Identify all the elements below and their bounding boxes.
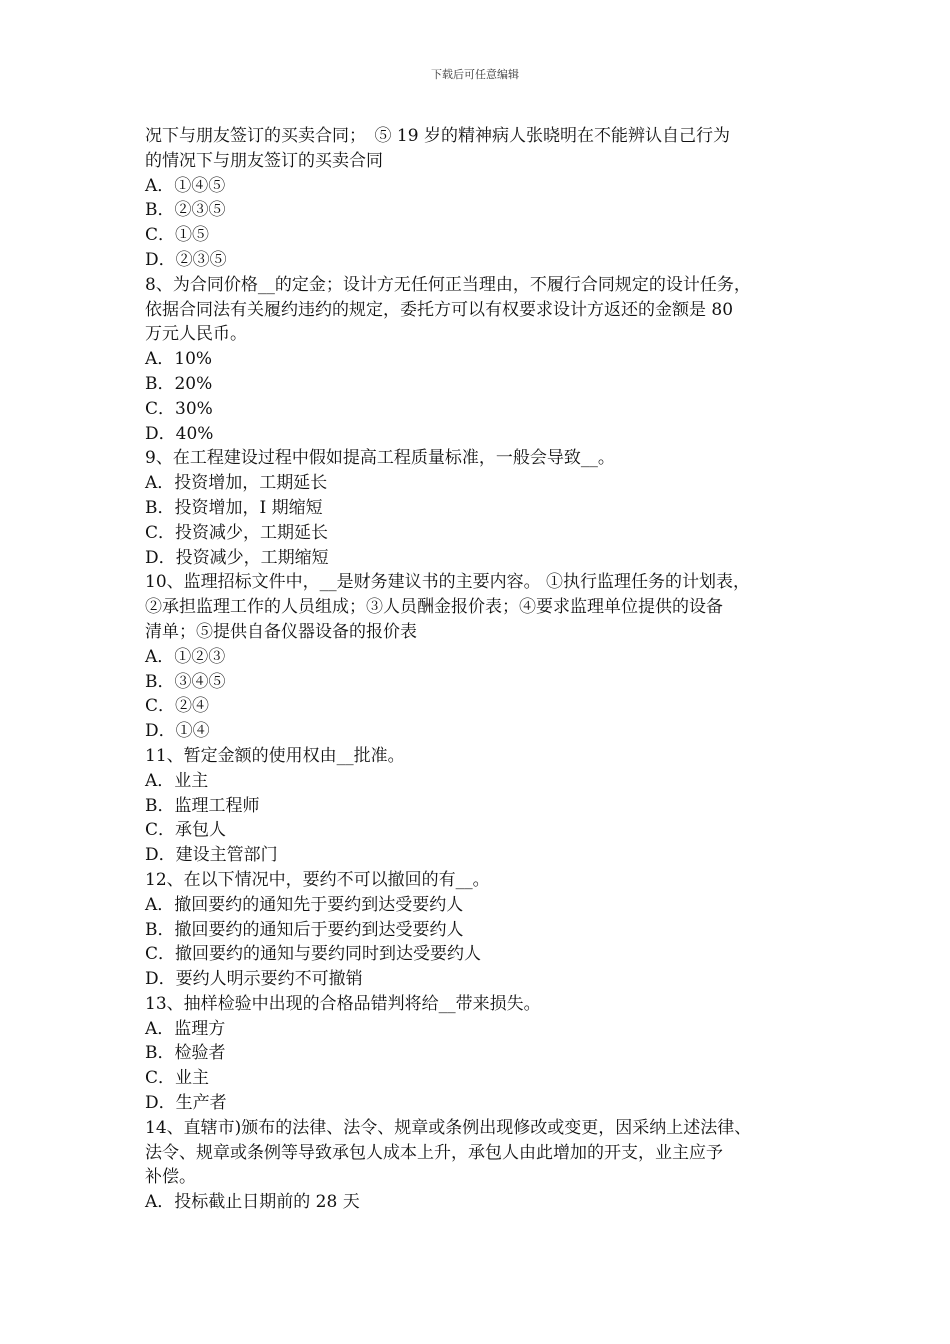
text-line: 10、监理招标文件中，__是财务建议书的主要内容。 ①执行监理任务的计划表， [145,572,751,593]
text-line: 法令、规章或条例等导致承包人成本上升，承包人由此增加的开支，业主应予 [145,1142,723,1163]
text-line: A．10% [145,349,213,370]
text-line: A．①②③ [145,646,226,667]
text-line: D．②③⑤ [145,249,227,270]
text-line: A．投标截止日期前的 28 天 [145,1192,360,1213]
text-line: C．撤回要约的通知与要约同时到达受要约人 [145,944,482,965]
text-line: B．③④⑤ [145,671,226,692]
text-line: B．②③⑤ [145,200,226,221]
text-line: D．①④ [145,721,210,742]
text-line: D．生产者 [145,1093,227,1114]
text-line: D．投资减少，工期缩短 [145,547,329,568]
text-line: B．撤回要约的通知后于要约到达受要约人 [145,919,464,940]
text-line: D．40% [145,423,214,444]
text-line: C．①⑤ [145,225,210,246]
text-line: 11、暂定金额的使用权由__批准。 [145,745,405,766]
document-body [145,124,815,1215]
text-line: A．撤回要约的通知先于要约到达受要约人 [145,894,464,915]
text-line: 14、直辖市)颁布的法律、法令、规章或条例出现修改或变更，因采纳上述法律、 [145,1117,752,1138]
text-line: C．②④ [145,696,210,717]
text-line: C．30% [145,398,213,419]
text-line: A．①④⑤ [145,175,226,196]
page-header: 下载后可任意编辑 [431,68,519,81]
text-line: A．业主 [145,770,209,791]
text-line: A．投资增加，工期延长 [145,473,328,494]
text-line: C．承包人 [145,820,227,841]
text-line: B．检验者 [145,1043,226,1064]
text-line: 13、抽样检验中出现的合格品错判将给__带来损失。 [145,993,541,1014]
text-line: C．投资减少，工期延长 [145,522,329,543]
text-line: 补偿。 [145,1167,196,1188]
text-line: C．业主 [145,1068,210,1089]
text-line: 清单；⑤提供自备仪器设备的报价表 [145,621,417,642]
text-line: 8、为合同价格__的定金；设计方无任何正当理由，不履行合同规定的设计任务， [145,274,751,295]
text-line: D．要约人明示要约不可撤销 [145,969,363,990]
text-line: 的情况下与朋友签订的买卖合同 [145,150,383,171]
text-line: 12、在以下情况中，要约不可以撤回的有__。 [145,869,490,890]
text-line: B．投资增加，I 期缩短 [145,497,323,518]
text-line: A．监理方 [145,1018,226,1039]
text-line: ②承担监理工作的人员组成；③人员酬金报价表；④要求监理单位提供的设备 [145,597,723,618]
text-line: B．监理工程师 [145,795,260,816]
text-line: 9、在工程建设过程中假如提高工程质量标准，一般会导致__。 [145,448,615,469]
text-line: B．20% [145,373,213,394]
text-line: D．建设主管部门 [145,845,278,866]
text-line: 况下与朋友签订的买卖合同； ⑤ 19 岁的精神病人张晓明在不能辨认自己行为 [145,126,730,146]
text-line: 依据合同法有关履约违约的规定，委托方可以有权要求设计方返还的金额是 80 [145,299,734,320]
text-line: 万元人民币。 [145,324,247,345]
